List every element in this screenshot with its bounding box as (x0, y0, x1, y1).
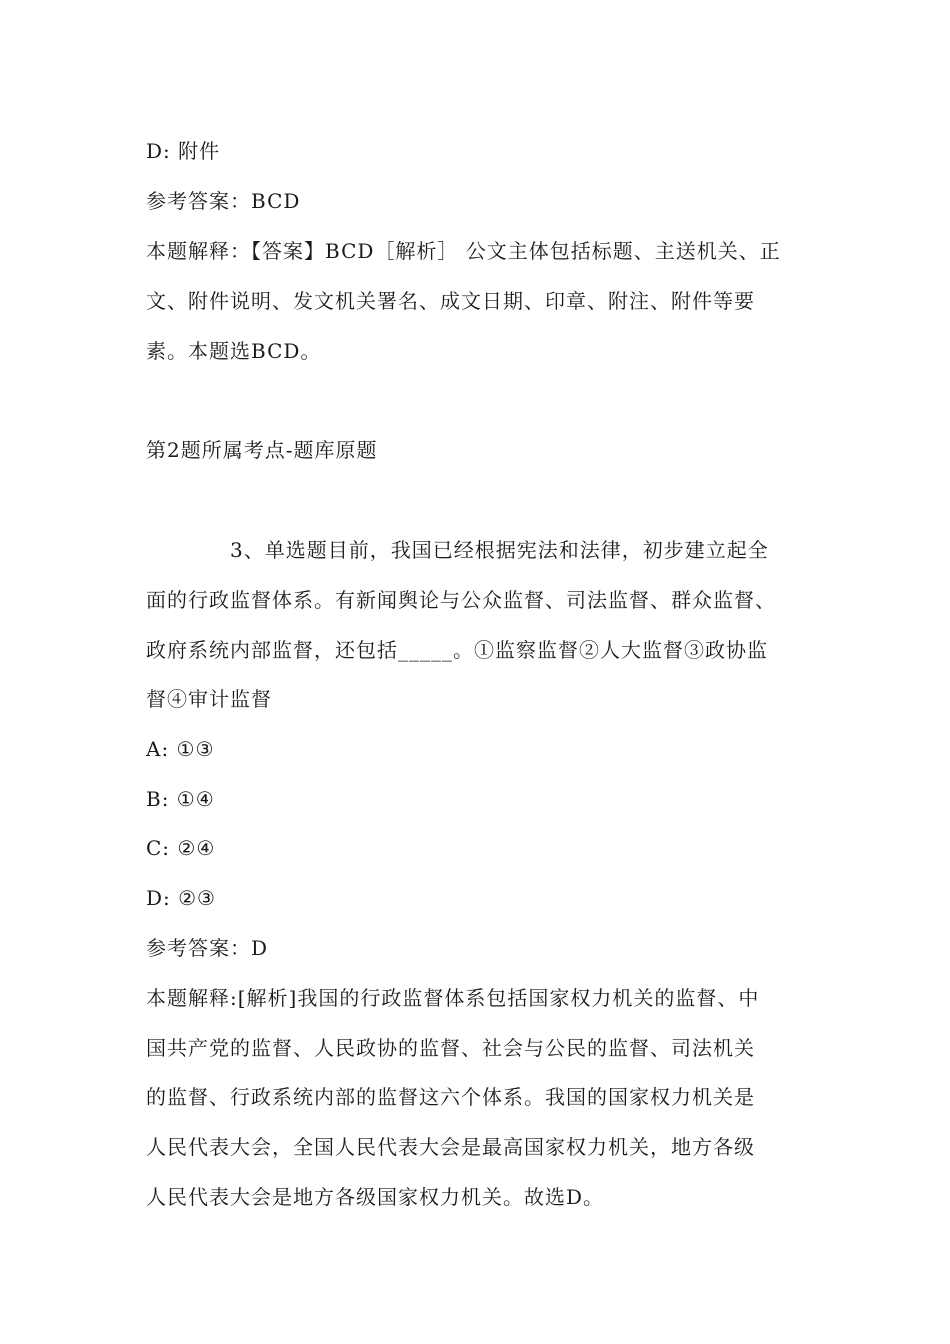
q3-answer: 参考答案：D (146, 936, 269, 960)
q3-option-a: A: ①③ (146, 737, 215, 761)
q3-explanation-line-4: 人民代表大会，全国人民代表大会是最高国家权力机关，地方各级 (146, 1135, 755, 1159)
q3-explanation-line-3: 的监督、行政系统内部的监督这六个体系。我国的国家权力机关是 (146, 1085, 755, 1109)
q3-stem-line-3: 政府系统内部监督，还包括_____。①监察监督②人大监督③政协监 (146, 638, 768, 662)
q3-option-b: B: ①④ (146, 787, 215, 811)
q2-explanation-line-1: 本题解释：【答案】BCD［解析］ 公文主体包括标题、主送机关、正 (146, 239, 781, 263)
q2-answer: 参考答案：BCD (146, 189, 301, 213)
q3-option-d: D: ②③ (146, 886, 216, 910)
q3-explanation-line-5: 人民代表大会是地方各级国家权力机关。故选D。 (146, 1185, 605, 1209)
q3-option-c: C: ②④ (146, 836, 216, 860)
q3-explanation-line-2: 国共产党的监督、人民政协的监督、社会与公民的监督、司法机关 (146, 1036, 755, 1060)
q3-explanation-line-1: 本题解释:[解析]我国的行政监督体系包括国家权力机关的监督、中 (146, 986, 760, 1010)
q2-topic-label: 第2题所属考点-题库原题 (146, 438, 378, 462)
q2-option-d: D: 附件 (146, 139, 221, 163)
q3-stem-line-4: 督④审计监督 (146, 687, 272, 711)
q2-explanation-line-2: 文、附件说明、发文机关署名、成文日期、印章、附注、附件等要 (146, 289, 755, 313)
q2-explanation-line-3: 素。本题选BCD。 (146, 339, 322, 363)
q3-stem-line-1: 3、单选题目前，我国已经根据宪法和法律，初步建立起全 (230, 538, 769, 562)
q3-stem-line-2: 面的行政监督体系。有新闻舆论与公众监督、司法监督、群众监督、 (146, 588, 776, 612)
